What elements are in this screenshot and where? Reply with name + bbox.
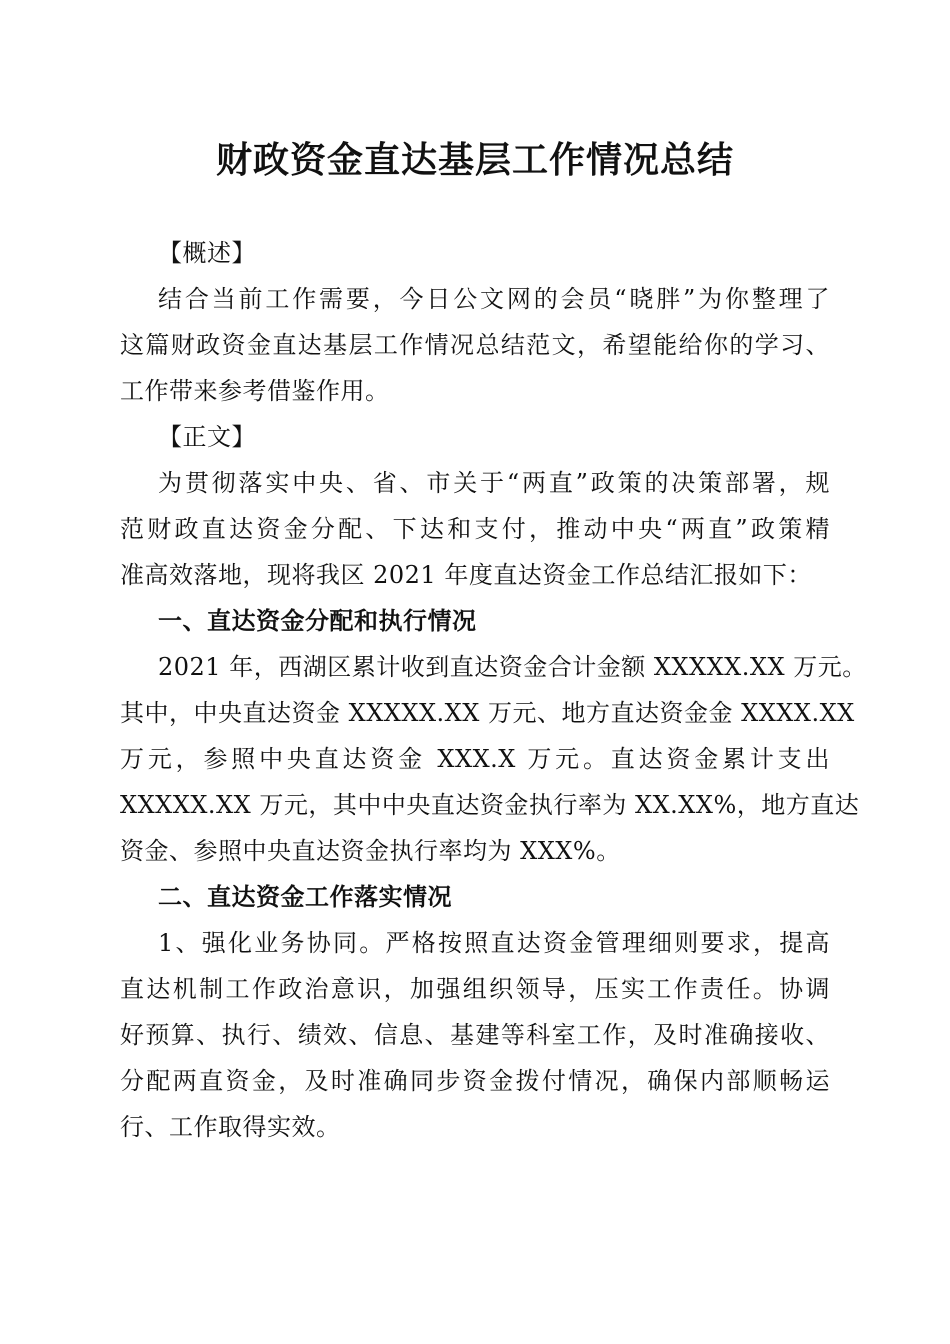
paragraph-2-line: 直达机制工作政治意识，加强组织领导，压实工作责任。协调: [120, 975, 830, 1003]
paragraph-1-line: 2021 年，西湖区累计收到直达资金合计金额 XXXXX.XX 万元。: [158, 653, 867, 681]
overview-line: 结合当前工作需要，今日公文网的会员“晓胖”为你整理了: [158, 285, 830, 313]
document-body: [120, 230, 867, 1150]
paragraph-2-line: 好预算、执行、绩效、信息、基建等科室工作，及时准确接收、: [120, 1021, 830, 1049]
section-heading-1: 一、直达资金分配和执行情况: [158, 607, 477, 635]
paragraph-1-line: 其中，中央直达资金 XXXXX.XX 万元、地方直达资金金 XXXX.XX: [120, 699, 855, 727]
paragraph-2-line: 分配两直资金，及时准确同步资金拨付情况，确保内部顺畅运: [120, 1067, 830, 1095]
document-title: 财政资金直达基层工作情况总结: [215, 139, 734, 181]
paragraph-2-line: 1、强化业务协同。严格按照直达资金管理细则要求，提高: [158, 929, 830, 957]
intro-line: 范财政直达资金分配、下达和支付，推动中央“两直”政策精: [120, 515, 830, 543]
paragraph-2-line: 行、工作取得实效。: [120, 1113, 341, 1141]
paragraph-1-line: 万元，参照中央直达资金 XXX.X 万元。直达资金累计支出: [120, 745, 830, 773]
overview-line: 这篇财政资金直达基层工作情况总结范文，希望能给你的学习、: [120, 331, 830, 359]
intro-line: 为贯彻落实中央、省、市关于“两直”政策的决策部署，规: [158, 469, 830, 497]
section-label-body: 【正文】: [158, 423, 256, 451]
paragraph-1-line: XXXXX.XX 万元，其中中央直达资金执行率为 XX.XX%，地方直达: [120, 791, 860, 819]
intro-line: 准高效落地，现将我区 2021 年度直达资金工作总结汇报如下：: [120, 561, 812, 589]
section-label-overview: 【概述】: [158, 239, 256, 267]
section-heading-2: 二、直达资金工作落实情况: [158, 883, 452, 911]
overview-line: 工作带来参考借鉴作用。: [120, 377, 390, 405]
paragraph-1-line: 资金、参照中央直达资金执行率均为 XXX%。: [120, 837, 621, 865]
